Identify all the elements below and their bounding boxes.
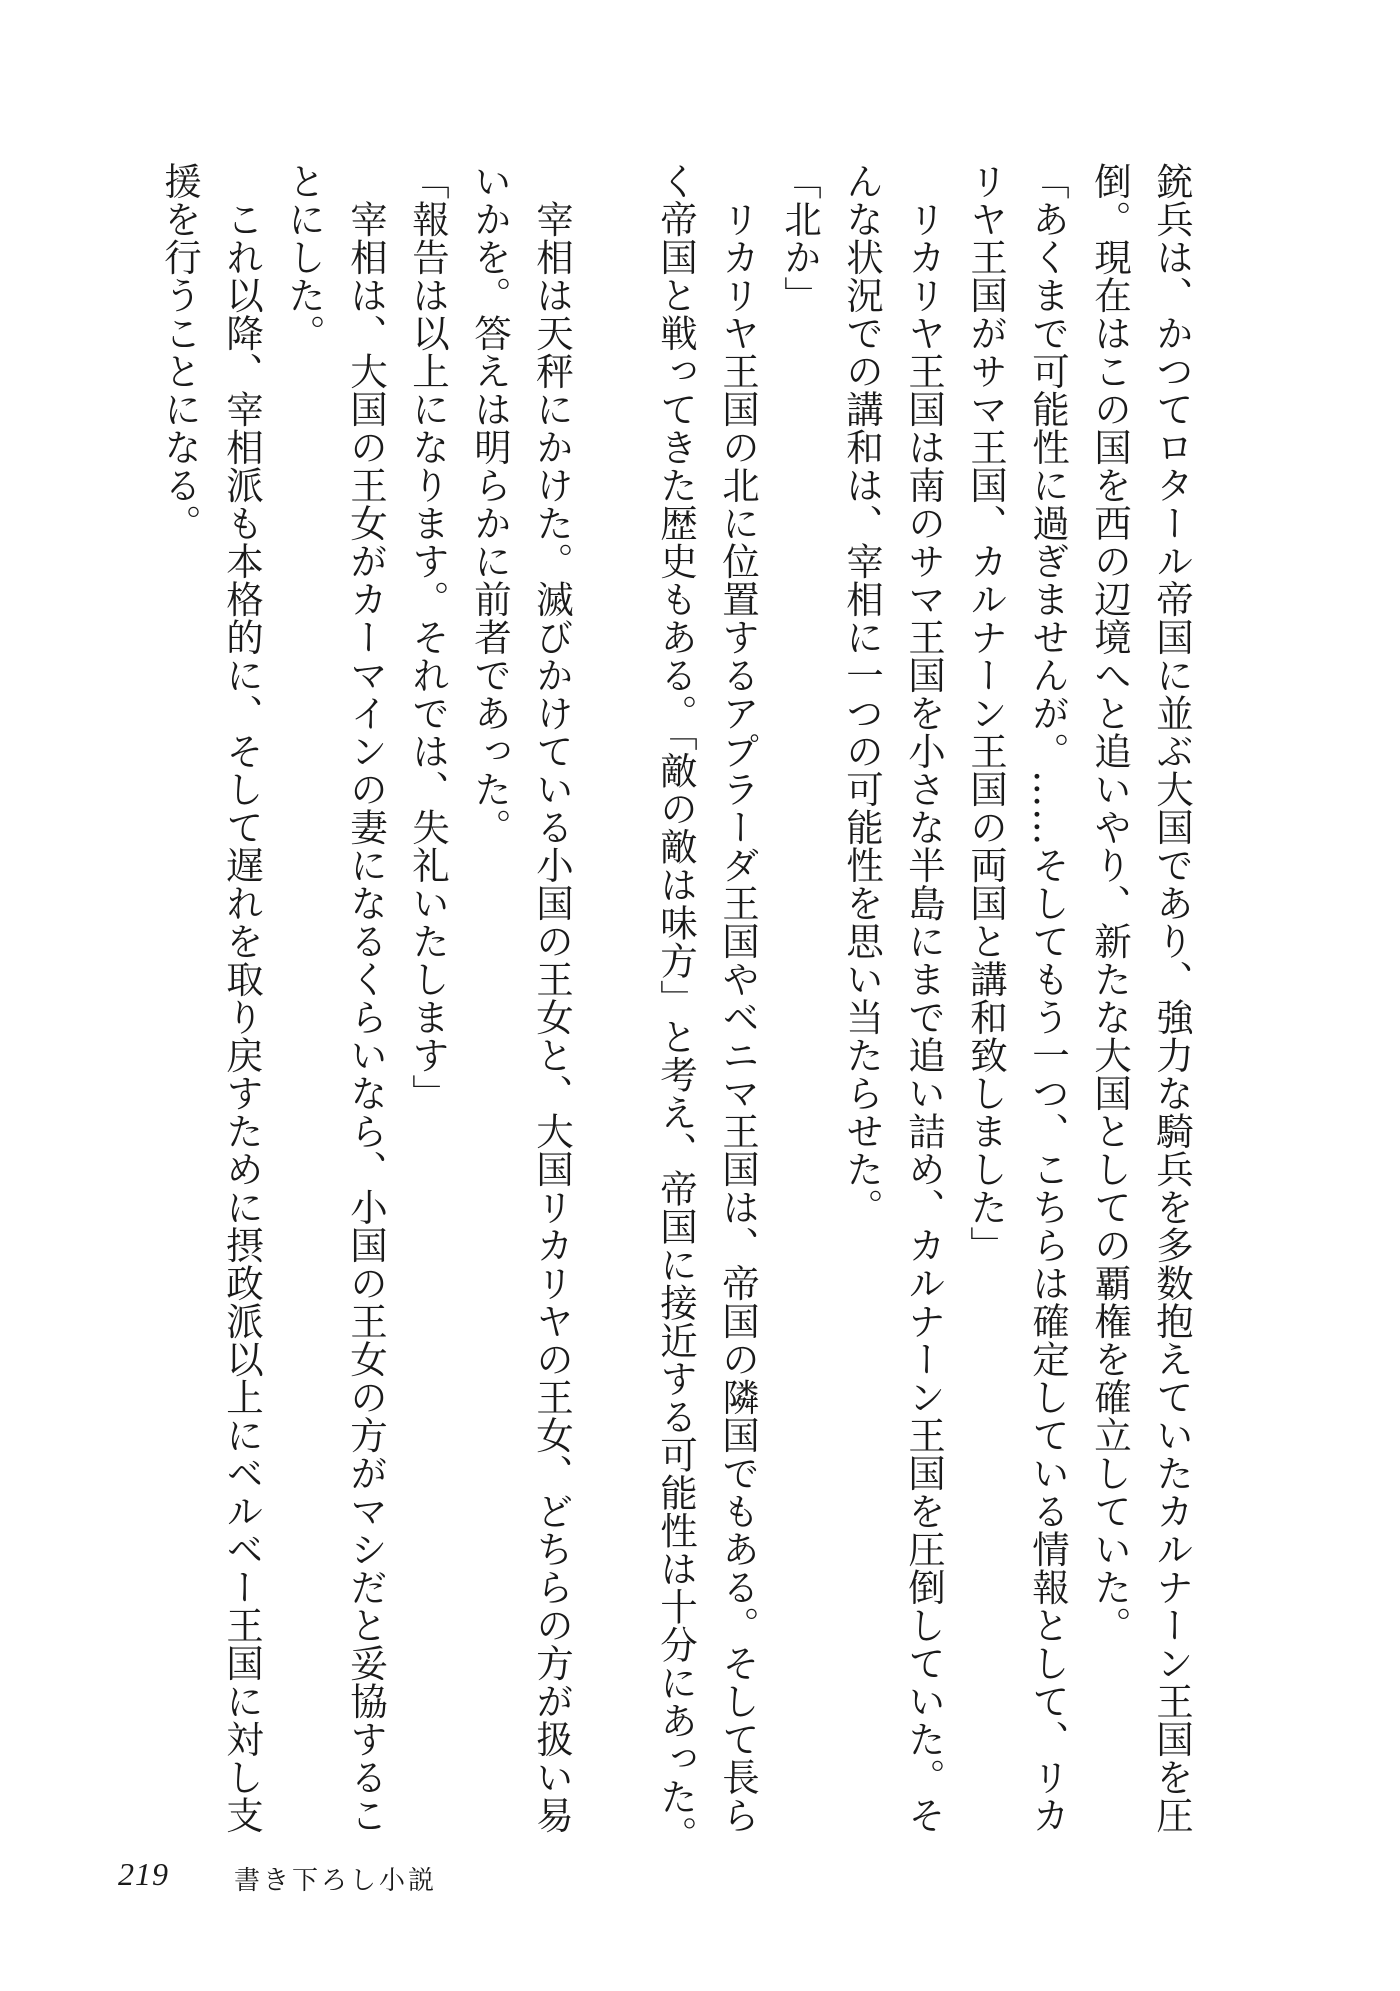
body-text-column-block	[158, 162, 1203, 1854]
blank-line	[583, 162, 645, 1742]
text-line: リヤ王国がサマ王国、カルナーン王国の両国と講和致しました」	[964, 162, 1008, 1264]
text-line: リカリヤ王国は南のサマ王国を小さな半島にまで追い詰め、カルナーン王国を圧倒していた。そ	[902, 162, 946, 1834]
text-line: く帝国と戦ってきた歴史もある。「敵の敵は味方」と考え、帝国に接近する可能性は十分にあった。	[654, 162, 698, 1854]
text-line: とにした。	[282, 162, 326, 352]
text-line: 「報告は以上になります。それでは、失礼いたします」	[406, 162, 450, 1112]
text-line: 「あくまで可能性に過ぎませんが。……そしてもう一つ、こちらは確定している情報として、リカ	[1026, 162, 1070, 1834]
text-line: これ以降、宰相派も本格的に、そして遅れを取り戻すために摂政派以上にベルベー王国に対し支	[220, 162, 264, 1834]
text-line: 援を行うことになる。	[158, 162, 202, 542]
text-line: リカリヤ王国の北に位置するアプラーダ王国やベニマ王国は、帝国の隣国でもある。そして長ら	[716, 162, 760, 1834]
text-line: 倒。現在はこの国を西の辺境へと追いやり、新たな大国としての覇権を確立していた。	[1088, 162, 1132, 1644]
text-line: んな状況での講和は、宰相に一つの可能性を思い当たらせた。	[840, 162, 884, 1226]
text-line: いかを。答えは明らかに前者であった。	[468, 162, 512, 846]
text-line: 「北か」	[778, 162, 822, 314]
text-line: 宰相は、大国の王女がカーマインの妻になるくらいなら、小国の王女の方がマシだと妥協するこ	[344, 162, 388, 1834]
running-head: 書き下ろし小説	[234, 1866, 438, 1896]
text-line: 宰相は天秤にかけた。滅びかけている小国の王女と、大国リカリヤの王女、どちらの方が扱い易	[530, 162, 574, 1834]
text-line: 銃兵は、かつてロタール帝国に並ぶ大国であり、強力な騎兵を多数抱えていたカルナーン王国を圧	[1150, 162, 1194, 1834]
page-number: 219	[118, 1856, 169, 1892]
